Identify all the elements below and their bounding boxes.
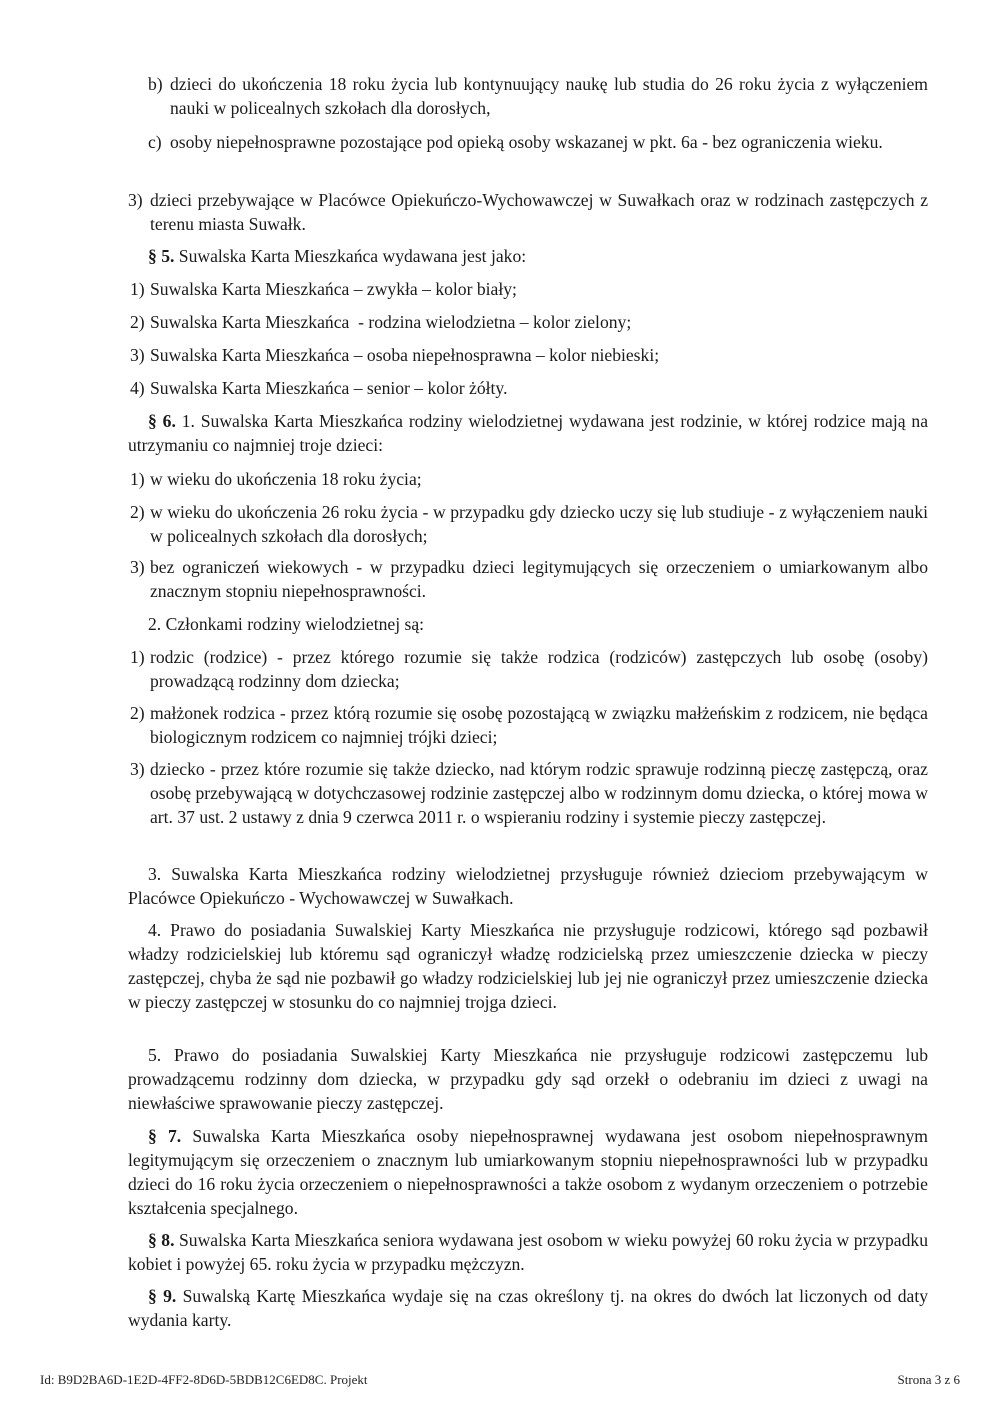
section-text: Suwalska Karta Mieszkańca wydawana jest jako: bbox=[174, 246, 527, 266]
item-text: w wieku do ukończenia 18 roku życia; bbox=[150, 469, 422, 489]
item-text: dzieci do ukończenia 18 roku życia lub kontynuujący naukę lub studia do 26 roku życia z wyłączeniem nauki w policealnych szkołach dla dorosłych, bbox=[170, 74, 928, 118]
section-text: 1. Suwalska Karta Mieszkańca rodziny wielodzietnej wydawana jest rodzinie, w której rodzice mają na utrzymaniu co najmniej troje dzieci: bbox=[128, 411, 928, 455]
card-type-2 bbox=[130, 310, 928, 334]
item-text: rodzic (rodzice) - przez którego rozumie się także rodzica (rodziców) zastępczych lub osobę (osoby) prowadzącą rodzinny dom dziecka; bbox=[150, 647, 928, 691]
item-text: małżonek rodzica - przez którą rozumie się osobę pozostającą w związku małżeńskim z rodzicem, nie będąca biologicznym rodzicem co najmniej trójki dzieci; bbox=[150, 703, 928, 747]
item-text: Suwalska Karta Mieszkańca – osoba niepełnosprawna – kolor niebieski; bbox=[150, 345, 660, 365]
item-label: 3) bbox=[128, 190, 143, 210]
document-id: Id: B9D2BA6D-1E2D-4FF2-8D6D-5BDB12C6ED8C. Projekt bbox=[40, 1372, 368, 1387]
section-7-paragraph bbox=[128, 1124, 928, 1220]
list-item-3 bbox=[130, 555, 928, 603]
item-text: osoby niepełnosprawne pozostające pod opieką osoby wskazanej w pkt. 6a - bez ograniczenia wieku. bbox=[170, 132, 883, 152]
item-label: 1) bbox=[130, 647, 145, 667]
section-text: 3. Suwalska Karta Mieszkańca rodziny wielodzietnej przysługuje również dzieciom przebywającym w Placówce Opiekuńczo - Wychowawczej w Suwałkach. bbox=[128, 864, 928, 908]
item-text: dziecko - przez które rozumie się także dziecko, nad którym rodzic sprawuje rodzinną pieczę zastępczą, oraz osobę przebywającą w dotychczasowej rodzinie zastępczej albo w rodzinnym domu dziecka, o której mowa w art. 37 ust. 2 ustawy z dnia 9 czerwca 2011 r. o wspieraniu rodziny i systemie pieczy zastępczej. bbox=[150, 759, 928, 827]
section-text: Suwalska Karta Mieszkańca osoby niepełnosprawnej wydawana jest osobom niepełnosprawnym legitymującym się orzeczeniem o znacznym lub umiarkowanym stopniu niepełnosprawności lub w przypadku dzieci do 16 roku życia orzeczeniem o niepełnosprawności a także osobom z wydanym orzeczeniem o potrzebie kształcenia specjalnego. bbox=[128, 1126, 928, 1218]
item-label: 3) bbox=[130, 759, 145, 779]
section-number: § 6. bbox=[148, 411, 176, 431]
section-6-paragraph-3 bbox=[128, 862, 928, 910]
item-text: w wieku do ukończenia 26 roku życia - w przypadku gdy dziecko uczy się lub studiuje - z wyłączeniem nauki w policealnych szkołach dla dorosłych; bbox=[150, 502, 928, 546]
section-number: § 8. bbox=[148, 1230, 175, 1250]
member-item-3 bbox=[130, 757, 928, 829]
section-text: Suwalską Kartę Mieszkańca wydaje się na czas określony tj. na okres do dwóch lat liczonych od daty wydania karty. bbox=[128, 1286, 928, 1330]
section-6-paragraph-2 bbox=[148, 612, 928, 636]
card-type-4 bbox=[130, 376, 928, 400]
item-label: 2) bbox=[130, 703, 145, 723]
list-item-c bbox=[148, 130, 928, 154]
section-6-paragraph-1 bbox=[128, 409, 928, 457]
section-text: 4. Prawo do posiadania Suwalskiej Karty Mieszkańca nie przysługuje rodzicowi, którego sąd pozbawił władzy rodzicielskiej lub któremu sąd ograniczył władzę rodzicielską przez umieszczenie dziecka w pieczy zastępczej, chyba że sąd nie pozbawił go władzy rodzicielskiej lub jej nie ograniczył przez umieszczenie dziecka w pieczy zastępczej w stosunku do co najmniej trojga dzieci. bbox=[128, 920, 928, 1012]
item-text: Suwalska Karta Mieszkańca – senior – kolor żółty. bbox=[150, 378, 508, 398]
card-type-3 bbox=[130, 343, 928, 367]
item-text: Suwalska Karta Mieszkańca - rodzina wielodzietna – kolor zielony; bbox=[150, 312, 632, 332]
item-label: c) bbox=[148, 132, 162, 152]
item-label: 4) bbox=[130, 378, 145, 398]
item-label: 1) bbox=[130, 279, 145, 299]
section-6-paragraph-5 bbox=[128, 1043, 928, 1115]
member-item-1 bbox=[130, 645, 928, 693]
list-item-b bbox=[148, 72, 928, 120]
page-number: Strona 3 z 6 bbox=[897, 1372, 960, 1387]
section-text: 2. Członkami rodziny wielodzietnej są: bbox=[148, 614, 425, 634]
card-type-1 bbox=[130, 277, 928, 301]
section-8-paragraph bbox=[128, 1228, 928, 1276]
list-item-1 bbox=[130, 467, 928, 491]
list-item-2 bbox=[130, 500, 928, 548]
item-label: 3) bbox=[130, 345, 145, 365]
item-text: bez ograniczeń wiekowych - w przypadku dzieci legitymujących się orzeczeniem o umiarkowanym albo znacznym stopniu niepełnosprawności. bbox=[150, 557, 928, 601]
section-number: § 5. bbox=[148, 246, 175, 266]
list-item-3 bbox=[128, 188, 928, 236]
section-6-paragraph-4 bbox=[128, 918, 928, 1014]
member-item-2 bbox=[130, 701, 928, 749]
item-label: 2) bbox=[130, 312, 145, 332]
item-text: Suwalska Karta Mieszkańca – zwykła – kolor biały; bbox=[150, 279, 517, 299]
section-text: 5. Prawo do posiadania Suwalskiej Karty Mieszkańca nie przysługuje rodzicowi zastępczemu lub prowadzącemu rodzinny dom dziecka, w przypadku gdy sąd orzekł o odebraniu im dzieci z uwagi na niewłaściwe sprawowanie pieczy zastępczej. bbox=[128, 1045, 928, 1113]
section-text: Suwalska Karta Mieszkańca seniora wydawana jest osobom w wieku powyżej 60 roku życia w przypadku kobiet i powyżej 65. roku życia w przypadku mężczyzn. bbox=[128, 1230, 928, 1274]
section-5-heading bbox=[148, 244, 928, 268]
item-label: 1) bbox=[130, 469, 145, 489]
item-label: 2) bbox=[130, 502, 145, 522]
item-label: 3) bbox=[130, 557, 145, 577]
section-number: § 9. bbox=[148, 1286, 177, 1306]
section-9-paragraph bbox=[128, 1284, 928, 1332]
item-label: b) bbox=[148, 74, 163, 94]
section-number: § 7. bbox=[148, 1126, 182, 1146]
item-text: dzieci przebywające w Placówce Opiekuńczo-Wychowawczej w Suwałkach oraz w rodzinach zastępczych z terenu miasta Suwałk. bbox=[150, 190, 928, 234]
